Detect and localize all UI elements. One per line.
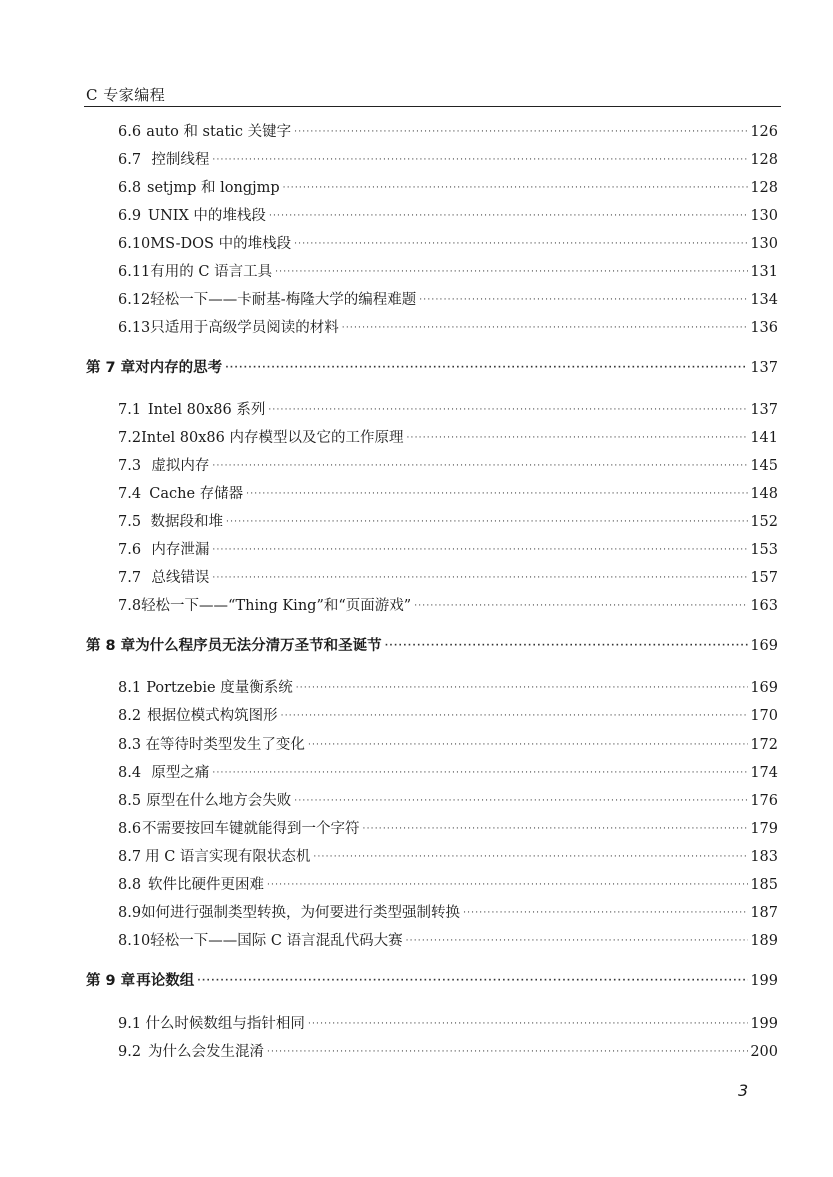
- toc-entry-page: 128: [750, 180, 778, 196]
- toc-entry-number: 8.6: [118, 821, 142, 837]
- toc-entry-title: 轻松一下——“Thing King”和“页面游戏”: [141, 598, 412, 614]
- toc-section-row: [118, 704, 778, 726]
- toc-section-row: [118, 120, 778, 142]
- toc-chapter-row: [86, 969, 778, 991]
- toc-section-row: [118, 1012, 778, 1034]
- toc-section-row: [118, 1040, 778, 1062]
- dot-leader: [275, 267, 748, 277]
- toc-entry-number: 7.1: [118, 402, 142, 418]
- dot-leader: [212, 155, 748, 165]
- toc-entry-title: Intel 80x86 系列: [147, 402, 266, 418]
- dot-leader: [296, 683, 749, 693]
- toc-entry-page: 137: [750, 360, 778, 376]
- toc-entry-number: 8.9: [118, 905, 142, 921]
- toc-entry-number: 7.3: [118, 458, 142, 474]
- dot-leader: [342, 323, 749, 333]
- toc-entry-title: 如何进行强制类型转换，为何要进行类型强制转换: [141, 905, 461, 921]
- toc-entry-number: 7.2: [118, 430, 142, 446]
- toc-entry-title: 软件比硬件更困难: [147, 877, 264, 893]
- toc-entry-page: 174: [750, 765, 778, 781]
- toc-entry-title: 轻松一下——卡耐基-梅隆大学的编程难题: [150, 292, 417, 308]
- toc-entry-title: 只适用于高级学员阅读的材料: [150, 320, 339, 336]
- toc-entry-title: 根据位模式构筑图形: [147, 708, 278, 724]
- toc-section-row: [118, 232, 778, 254]
- toc-entry-page: 183: [750, 849, 778, 865]
- toc-entry-page: 136: [750, 320, 778, 336]
- toc-entry-page: 153: [750, 542, 778, 558]
- toc-chapter-row: [86, 634, 778, 656]
- dot-leader: [294, 239, 748, 249]
- dot-leader: [212, 768, 748, 778]
- dot-leader: [463, 908, 748, 918]
- toc-entry-page: 137: [750, 402, 778, 418]
- toc-section-row: [118, 676, 778, 698]
- toc-entry-title: 原型之痛: [151, 765, 210, 781]
- toc-entry-title: 为什么会发生混淆: [147, 1044, 264, 1060]
- dot-leader: [212, 573, 748, 583]
- toc-entry-page: 128: [750, 152, 778, 168]
- toc-entry-title: 再论数组: [136, 973, 195, 989]
- header-rule: [84, 106, 781, 107]
- dot-leader: [308, 1019, 748, 1029]
- toc-entry-number: 8.5: [118, 793, 142, 809]
- toc-section-row: [118, 288, 778, 310]
- toc-entry-page: 199: [750, 1016, 778, 1032]
- dot-leader: [269, 211, 748, 221]
- dot-leader: [414, 601, 748, 611]
- toc-entry-page: 134: [750, 292, 778, 308]
- toc-entry-title: 什么时候数组与指针相同: [145, 1016, 305, 1032]
- toc-entry-number: 6.7: [118, 152, 142, 168]
- dot-leader: [267, 1047, 748, 1057]
- toc-entry-title: 对内存的思考: [135, 360, 223, 376]
- toc-entry-page: 130: [750, 236, 778, 252]
- dot-leader: [406, 936, 749, 946]
- dot-leader: [283, 183, 749, 193]
- dot-leader: [363, 824, 749, 834]
- toc-entry-number: 7.7: [118, 570, 142, 586]
- toc-entry-number: 9.1: [118, 1016, 142, 1032]
- toc-entry-number: 8.7: [118, 849, 142, 865]
- toc-entry-number: 7.4: [118, 486, 142, 502]
- toc-section-row: [118, 566, 778, 588]
- toc-entry-number: 8.1: [118, 680, 142, 696]
- dot-leader: [281, 711, 749, 721]
- toc-entry-number: 9.2: [118, 1044, 142, 1060]
- toc-entry-title: MS-DOS 中的堆栈段: [150, 236, 292, 252]
- toc-entry-page: 131: [750, 264, 778, 280]
- toc-entry-number: 6.12: [118, 292, 151, 308]
- toc-entry-page: 189: [750, 933, 778, 949]
- toc-entry-page: 200: [750, 1044, 778, 1060]
- toc-entry-page: 152: [750, 514, 778, 530]
- toc-entry-title: Cache 存储器: [149, 486, 244, 502]
- toc-entry-number: 6.6: [118, 124, 142, 140]
- toc-section-row: [118, 733, 778, 755]
- dot-leader: [308, 740, 748, 750]
- toc-section-row: [118, 538, 778, 560]
- toc-section-row: [118, 204, 778, 226]
- toc-section-row: [118, 901, 778, 923]
- toc-section-row: [118, 789, 778, 811]
- toc-entry-page: 172: [750, 737, 778, 753]
- dot-leader: [406, 433, 748, 443]
- dot-leader: [313, 852, 748, 862]
- toc-section-row: [118, 510, 778, 532]
- toc-entry-title: auto 和 static 关键字: [146, 124, 292, 140]
- toc-section-row: [118, 260, 778, 282]
- toc-entry-number: 8.8: [118, 877, 142, 893]
- toc-entry-title: 内存泄漏: [151, 542, 210, 558]
- toc-section-row: [118, 929, 778, 951]
- dot-leader: [226, 517, 748, 527]
- toc-section-row: [118, 594, 778, 616]
- dot-leader: [268, 405, 748, 415]
- toc-entry-number: 6.10: [118, 236, 151, 252]
- toc-entry-number: 第 7 章: [86, 360, 136, 376]
- toc-entry-number: 第 8 章: [86, 638, 136, 654]
- toc-entry-page: 187: [750, 905, 778, 921]
- toc-entry-page: 157: [750, 570, 778, 586]
- toc-section-row: [118, 845, 778, 867]
- dot-leader: [212, 461, 748, 471]
- toc-entry-page: 145: [750, 458, 778, 474]
- toc-entry-number: 6.13: [118, 320, 151, 336]
- dot-leader: [385, 641, 749, 651]
- toc-entry-title: 控制线程: [151, 152, 210, 168]
- running-head: C 专家编程: [86, 86, 166, 104]
- dot-leader: [419, 295, 748, 305]
- toc-entry-number: 6.8: [118, 180, 142, 196]
- toc-entry-title: 总线错误: [151, 570, 210, 586]
- toc-entry-page: 169: [750, 680, 778, 696]
- toc-entry-title: 原型在什么地方会失败: [146, 793, 292, 809]
- toc-entry-title: setjmp 和 longjmp: [147, 180, 280, 196]
- toc-entry-page: 163: [750, 598, 778, 614]
- toc-entry-title: 用 C 语言实现有限状态机: [145, 849, 311, 865]
- toc-entry-number: 7.5: [118, 514, 142, 530]
- toc-entry-page: 170: [750, 708, 778, 724]
- toc-entry-page: 199: [750, 973, 778, 989]
- dot-leader: [294, 796, 748, 806]
- toc-entry-title: UNIX 中的堆栈段: [147, 208, 266, 224]
- toc-chapter-row: [86, 356, 778, 378]
- toc-entry-number: 第 9 章: [86, 973, 136, 989]
- toc-entry-number: 7.8: [118, 598, 142, 614]
- toc-section-row: [118, 482, 778, 504]
- toc-entry-number: 8.10: [118, 933, 151, 949]
- toc-section-row: [118, 426, 778, 448]
- toc-section-row: [118, 817, 778, 839]
- toc-entry-page: 148: [750, 486, 778, 502]
- dot-leader: [246, 489, 748, 499]
- dot-leader: [212, 545, 748, 555]
- toc-section-row: [118, 176, 778, 198]
- toc-entry-page: 179: [750, 821, 778, 837]
- toc-section-row: [118, 761, 778, 783]
- toc-entry-title: 在等待时类型发生了变化: [145, 737, 305, 753]
- toc-entry-number: 6.11: [118, 264, 151, 280]
- toc-entry-title: 轻松一下——国际 C 语言混乱代码大赛: [150, 933, 403, 949]
- toc-entry-page: 185: [750, 877, 778, 893]
- toc-entry-page: 141: [750, 430, 778, 446]
- toc-entry-page: 130: [750, 208, 778, 224]
- toc-entry-title: 有用的 C 语言工具: [150, 264, 273, 280]
- toc-section-row: [118, 454, 778, 476]
- toc-section-row: [118, 148, 778, 170]
- toc-entry-title: 虚拟内存: [151, 458, 210, 474]
- toc-section-row: [118, 316, 778, 338]
- toc-entry-number: 8.2: [118, 708, 142, 724]
- toc-section-row: [118, 873, 778, 895]
- dot-leader: [294, 127, 748, 137]
- toc-entry-title: 数据段和堆: [150, 514, 224, 530]
- page-number: 3: [738, 1081, 749, 1100]
- toc-entry-page: 169: [750, 638, 778, 654]
- toc-entry-title: Portzebie 度量衡系统: [146, 680, 293, 696]
- toc-entry-number: 6.9: [118, 208, 142, 224]
- toc-entry-number: 8.3: [118, 737, 142, 753]
- toc-entry-title: 为什么程序员无法分清万圣节和圣诞节: [135, 638, 382, 654]
- toc-entry-page: 126: [750, 124, 778, 140]
- dot-leader: [267, 880, 748, 890]
- toc-entry-title: 不需要按回车键就能得到一个字符: [142, 821, 360, 837]
- dot-leader: [197, 976, 748, 986]
- dot-leader: [225, 363, 748, 373]
- toc-entry-page: 176: [750, 793, 778, 809]
- toc-entry-number: 8.4: [118, 765, 142, 781]
- toc-section-row: [118, 398, 778, 420]
- toc-entry-title: Intel 80x86 内存模型以及它的工作原理: [141, 430, 404, 446]
- toc-entry-number: 7.6: [118, 542, 142, 558]
